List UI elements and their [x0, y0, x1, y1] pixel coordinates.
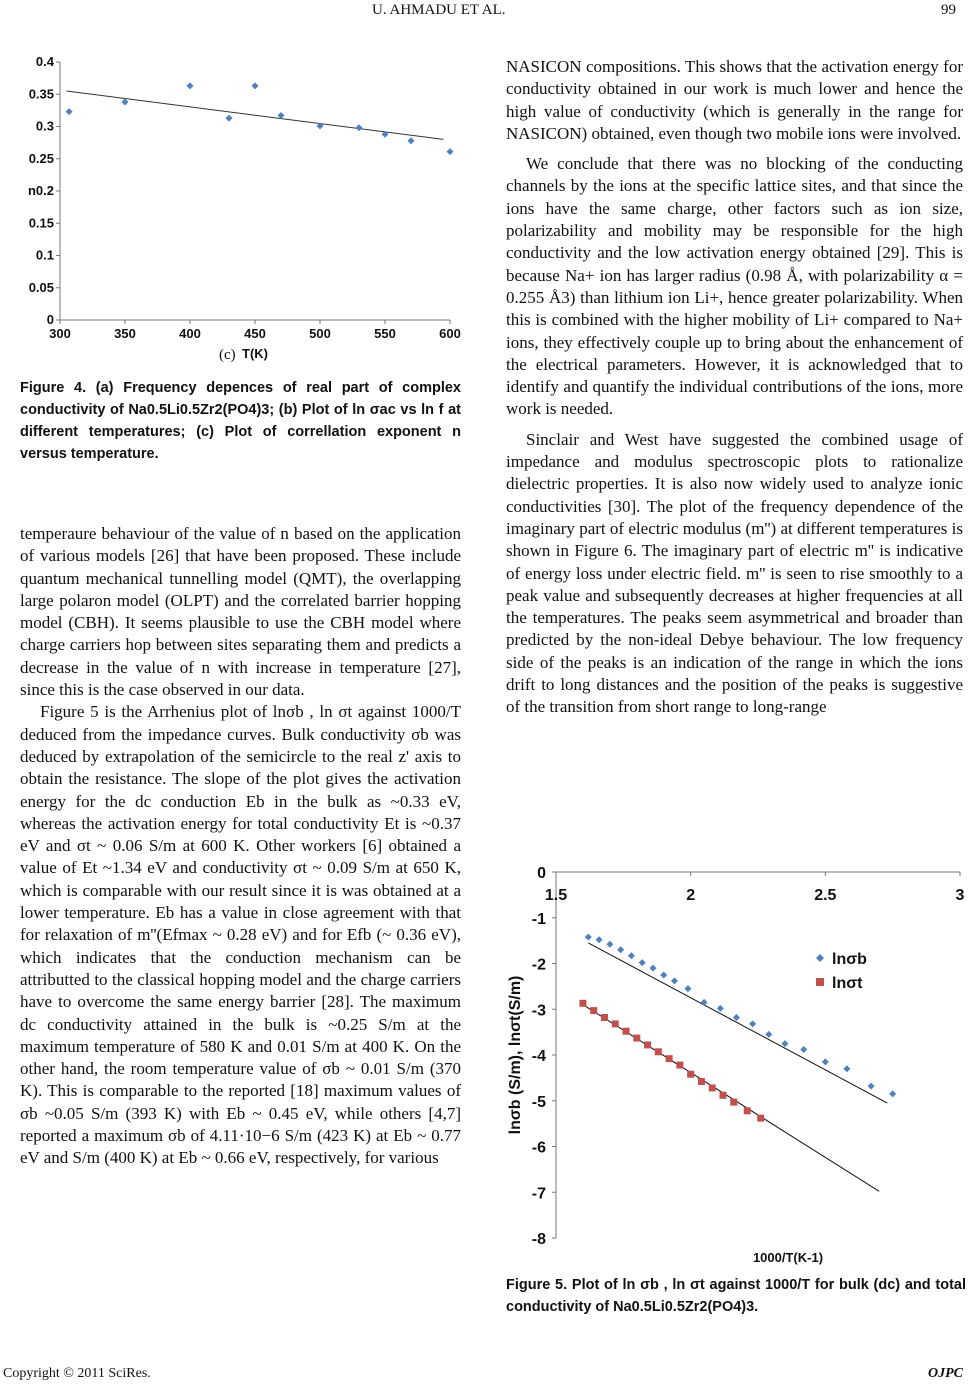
- data-point-total: [623, 1028, 630, 1035]
- footer-journal: OJPC: [928, 1366, 963, 1381]
- data-point-bulk: [843, 1065, 850, 1072]
- data-point-bulk: [671, 977, 678, 984]
- y-tick-label: 0.25: [28, 150, 54, 166]
- x-tick-label: 3: [955, 887, 965, 904]
- data-point-bulk: [660, 971, 667, 978]
- data-point-bulk: [649, 965, 656, 972]
- data-point-bulk: [639, 959, 646, 966]
- y-tick-label: 0.2: [35, 183, 54, 198]
- left-column: [20, 523, 461, 1170]
- y-tick-label: 0.1: [35, 247, 54, 263]
- figure4c-chart: [20, 48, 470, 368]
- data-point-total: [730, 1099, 737, 1106]
- data-point-total: [601, 1014, 608, 1021]
- data-point-bulk: [585, 933, 592, 940]
- legend-marker-total: [816, 978, 824, 986]
- data-point-bulk: [717, 1005, 724, 1012]
- y-tick-label: -4: [531, 1048, 546, 1065]
- right-column: [506, 56, 963, 719]
- data-point: [66, 108, 73, 115]
- y-tick-label: 0.4: [35, 54, 54, 69]
- x-tick-label: 2: [686, 887, 696, 904]
- data-point: [252, 82, 259, 89]
- data-point: [447, 148, 454, 155]
- data-point-bulk: [606, 941, 613, 948]
- footer-copyright: Copyright © 2011 SciRes.: [3, 1366, 151, 1381]
- x-tick-label: 500: [309, 326, 331, 341]
- left-paragraph-2: Figure 5 is the Arrhenius plot of lnσb , ln σt against 1000/T deduced from the impedance curves. Bulk conductivity σb was deduced by extrapolation of the semicircle to the real z' axis to obtain the resistance. The slope of the plot gives the activation energy for the dc conduction Eb in the bulk as ~0.33 eV, whereas the activation energy for total conductivity Et is ~0.37 eV and σt ~ 0.06 S/m at 600 K. Other workers [6] obtained a value of Et ~1.34 eV and conductivity σt ~ 0.09 S/m at 650 K, which is comparable with our result since it is was obtained at a lower temperature. Eb has a value in close agreement with that for relaxation of m''(Efmax ~ 0.28 eV) and for Efb (~ 0.36 eV), which indicates that the conduction mechanism can be attributted to the classical hopping model and the charge carriers have to overcome the same energy barrier [28]. The maximum dc conductivity attained in the bulk is ~0.25 S/m at the maximum temperature of 580 K and 0.01 S/m at 400 K. On the other hand, the room temperature value of σb ~ 0.01 S/m (370 K). This is comparable to the reported [18] maximum values of σb ~0.05 S/m (393 K) with Eb ~ 0.45 eV, while others [4,7] reported a maximum σb of 4.11·10−6 S/m (423 K) at Eb ~ 0.77 eV and S/m (400 K) at Eb ~ 0.66 eV, respectively, for various: [20, 702, 461, 1168]
- data-point-total: [698, 1078, 705, 1085]
- data-point: [122, 98, 129, 105]
- data-point: [356, 124, 363, 131]
- running-header-page-number: 99: [941, 2, 956, 18]
- trendline: [67, 91, 444, 139]
- y-tick-label: -5: [531, 1093, 546, 1111]
- legend-label: lnσt: [832, 975, 863, 992]
- data-point-bulk: [628, 952, 635, 959]
- running-header-authors: U. AHMADU ET AL.: [372, 2, 506, 18]
- data-point-total: [579, 1000, 586, 1007]
- figure5-caption-text: Figure 5. Plot of ln σb , ln σt against 1000/T for bulk (dc) and total conductivity of Na0.5Li0.5Zr2(PO4)3.: [506, 1277, 966, 1315]
- x-tick-label: 450: [244, 326, 266, 341]
- figure5-chart: [500, 858, 970, 1268]
- data-point-total: [744, 1107, 751, 1114]
- data-point-total: [644, 1041, 651, 1048]
- data-point: [187, 82, 194, 89]
- x-tick-label: 400: [179, 326, 201, 341]
- legend-label: lnσb: [832, 951, 867, 968]
- data-point-total: [666, 1055, 673, 1062]
- figure4-caption: [20, 377, 461, 465]
- left-paragraph-1: temperaure behaviour of the value of n based on the application of various models [26] that have been proposed. These include quantum mechanical tunnelling model (QMT), the overlapping large polaron model (OLPT) and the correlated barrier hopping model (CBH). It seems plausible to use the CBH model where charge carriers hop between sites separating them and predicts a decrease in the value of n with increase in temperature [27], since this is the case observed in our data.: [20, 524, 461, 700]
- x-axis-label: 1000/T(K-1): [752, 1250, 824, 1265]
- x-tick-label: 2.5: [814, 887, 837, 904]
- y-tick-label: 0.05: [28, 279, 54, 295]
- data-point: [226, 115, 233, 122]
- y-tick-label: -7: [531, 1185, 546, 1203]
- y-tick-label: -8: [531, 1231, 546, 1248]
- data-point-total: [655, 1048, 662, 1055]
- y-tick-label: -3: [531, 1002, 546, 1020]
- x-tick-label: 300: [49, 326, 71, 341]
- data-point-total: [687, 1071, 694, 1078]
- y-tick-label: -2: [531, 956, 546, 974]
- data-point-total: [757, 1115, 764, 1122]
- data-point-bulk: [749, 1020, 756, 1027]
- x-tick-label: 1.5: [544, 887, 568, 904]
- data-point-total: [590, 1007, 597, 1014]
- y-axis-label: n: [28, 183, 36, 198]
- right-paragraph-3: Sinclair and West have suggested the combined usage of impedance and modulus spectroscopic plots to rationalize dielectric properties. It is also now widely used to analyze ionic conductivities [30]. The plot of the frequency dependence of the imaginary part of electric modulus (m'') at different temperatures is shown in Figure 6. The imaginary part of electric m'' is indicative of energy loss under electric field. m'' is seen to rise smoothly to a peak value and subsequently decreases at higher frequencies at all the temperatures. The peaks seem asymmetrical and broader than predicted by the non-ideal Debye behaviour. The low frequency side of the peaks is an indication of the range in which the ions drift to long distances and the position of the peaks is suggestive of the transition from short range to long-range: [506, 429, 963, 717]
- y-axis-label: lnσb (S/m), lnσt(S/m): [507, 975, 524, 1135]
- figure5-caption: [506, 1274, 966, 1318]
- data-point-bulk: [781, 1040, 788, 1047]
- legend-marker-bulk: [816, 954, 824, 962]
- y-tick-label: 0.35: [28, 86, 54, 102]
- data-point-total: [612, 1020, 619, 1027]
- y-tick-label: 0.15: [28, 215, 54, 231]
- y-tick-label: 0.3: [35, 118, 54, 134]
- y-tick-label: 0: [537, 865, 546, 882]
- data-point-total: [719, 1092, 726, 1099]
- figure4c-panel-label: (c): [219, 347, 236, 363]
- data-point: [408, 137, 415, 144]
- data-point-bulk: [822, 1058, 829, 1065]
- data-point-bulk: [868, 1083, 875, 1090]
- data-point-bulk: [617, 946, 624, 953]
- x-axis-label: T(K): [242, 346, 268, 361]
- data-point-bulk: [765, 1031, 772, 1038]
- figure4-caption-text: Figure 4. (a) Frequency depences of real part of complex conductivity of Na0.5Li0.5Zr2(PO4)3; (b) Plot of ln σac vs ln f at different temperatures; (c) Plot of correllation exponent n versus temperature.: [20, 380, 461, 462]
- data-point-bulk: [800, 1046, 807, 1053]
- data-point-total: [633, 1035, 640, 1042]
- x-tick-label: 600: [439, 326, 461, 341]
- x-tick-label: 550: [374, 326, 396, 341]
- data-point-bulk: [889, 1090, 896, 1097]
- right-paragraph-2: We conclude that there was no blocking of the conducting channels by the ions at the specific lattice sites, and that since the ions have the same charge, other factors such as ion size, polarizability and mobility may be responsible for the high conductivity and the low activation energy obtained [29]. This is because Na+ ion has larger radius (0.98 Å, with polarizability α = 0.255 Å3) than lithium ion Li+, hence greater polarizability. When this is combined with the higher mobility of Li+ compared to Na+ ions, they effectively couple up to bring about the enhancement of the electrical parameters. However, it is acknowledged that to identify and quantify the individual contributions of the ions, more work is needed.: [506, 154, 963, 419]
- y-tick-label: 0: [46, 312, 54, 327]
- figure4c-svg: [20, 48, 470, 368]
- data-point-bulk: [596, 936, 603, 943]
- figure5-svg: [500, 858, 970, 1268]
- data-point-bulk: [701, 999, 708, 1006]
- y-tick-label: -1: [531, 910, 546, 928]
- data-point-bulk: [733, 1014, 740, 1021]
- y-tick-label: -6: [531, 1139, 546, 1157]
- right-paragraph-1: NASICON compositions. This shows that the activation energy for conductivity obtained in our work is much lower and hence the high value of conductivity (which is generally in the range for NASICON) obtained, even though two mobile ions were involved.: [506, 57, 963, 143]
- data-point-total: [709, 1084, 716, 1091]
- data-point-bulk: [684, 985, 691, 992]
- x-tick-label: 350: [114, 326, 136, 341]
- data-point-total: [676, 1062, 683, 1069]
